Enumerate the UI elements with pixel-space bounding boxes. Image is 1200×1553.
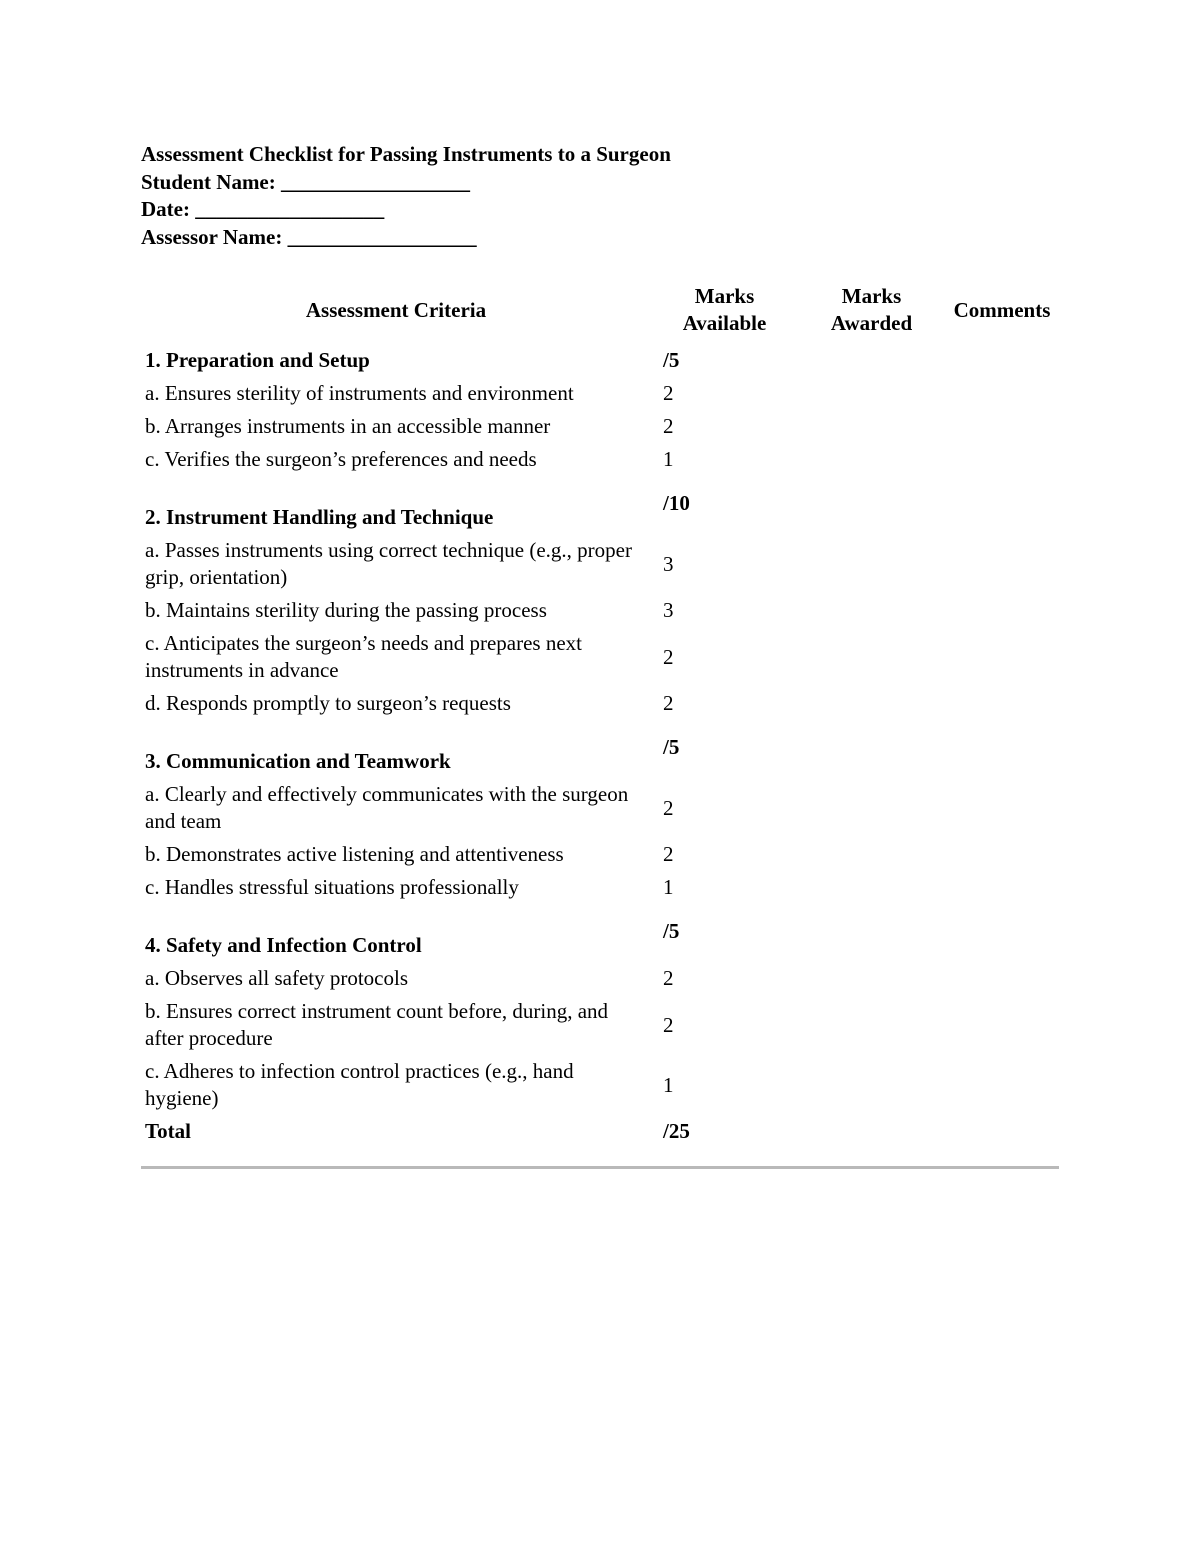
criterion-marks: 2 bbox=[663, 795, 674, 820]
table-row bbox=[141, 778, 1059, 838]
marks-awarded-cell bbox=[798, 594, 945, 627]
criterion-text: c. Anticipates the surgeon’s needs and prepares next instruments in advance bbox=[145, 631, 582, 682]
student-name-field: Student Name: __________________ bbox=[141, 169, 470, 194]
section-marks: /5 bbox=[663, 919, 680, 943]
total-row bbox=[141, 1115, 1059, 1148]
section-marks: /5 bbox=[663, 735, 680, 759]
table-header-row bbox=[141, 280, 1059, 344]
criterion-marks: 2 bbox=[663, 414, 674, 438]
criterion-text: b. Demonstrates active listening and attentiveness bbox=[145, 842, 564, 866]
table-row bbox=[141, 871, 1059, 904]
marks-awarded-cell bbox=[798, 627, 945, 687]
section-title: 3. Communication and Teamwork bbox=[145, 749, 451, 773]
total-label: Total bbox=[145, 1119, 191, 1143]
criterion-marks: 1 bbox=[663, 1072, 674, 1097]
table-row bbox=[141, 534, 1059, 594]
marks-available-line2: Available bbox=[682, 311, 767, 335]
section-row bbox=[141, 904, 1059, 962]
comments-cell bbox=[945, 995, 1059, 1055]
criterion-marks: 3 bbox=[663, 551, 674, 576]
marks-awarded-cell bbox=[798, 344, 945, 377]
marks-awarded-cell bbox=[798, 534, 945, 594]
marks-awarded-cell bbox=[798, 962, 945, 995]
marks-awarded-cell bbox=[798, 687, 945, 720]
marks-awarded-cell bbox=[798, 995, 945, 1055]
table-row bbox=[141, 995, 1059, 1055]
assessment-table bbox=[141, 280, 1059, 1148]
criterion-text: b. Ensures correct instrument count before, during, and after procedure bbox=[145, 999, 609, 1050]
criterion-text: c. Verifies the surgeon’s preferences and needs bbox=[145, 447, 537, 471]
marks-awarded-cell bbox=[798, 443, 945, 476]
criterion-marks: 2 bbox=[663, 381, 674, 405]
section-marks: /10 bbox=[663, 491, 690, 515]
marks-awarded-cell bbox=[798, 1115, 945, 1148]
comments-cell bbox=[945, 1115, 1059, 1148]
comments-cell bbox=[945, 476, 1059, 534]
criterion-marks: 2 bbox=[663, 1012, 674, 1037]
marks-available-line1: Marks bbox=[694, 284, 755, 308]
comments-cell bbox=[945, 1055, 1059, 1115]
comments-header: Comments bbox=[953, 297, 1051, 322]
criterion-text: d. Responds promptly to surgeon’s requests bbox=[145, 691, 511, 715]
criterion-marks: 2 bbox=[663, 691, 674, 715]
criterion-marks: 2 bbox=[663, 842, 674, 866]
criterion-text: a. Passes instruments using correct technique (e.g., proper grip, orientation) bbox=[145, 538, 632, 589]
document-header bbox=[141, 141, 671, 251]
marks-awarded-cell bbox=[798, 838, 945, 871]
criterion-marks: 1 bbox=[663, 447, 674, 471]
criterion-text: b. Maintains sterility during the passing process bbox=[145, 598, 547, 622]
comments-cell bbox=[945, 778, 1059, 838]
comments-cell bbox=[945, 962, 1059, 995]
table-row bbox=[141, 594, 1059, 627]
marks-awarded-cell bbox=[798, 377, 945, 410]
marks-awarded-cell bbox=[798, 871, 945, 904]
section-row bbox=[141, 344, 1059, 377]
comments-cell bbox=[945, 720, 1059, 778]
criterion-text: a. Ensures sterility of instruments and environment bbox=[145, 381, 574, 405]
criterion-text: c. Adheres to infection control practices (e.g., hand hygiene) bbox=[145, 1059, 574, 1110]
comments-cell bbox=[945, 687, 1059, 720]
document-title: Assessment Checklist for Passing Instruments to a Surgeon bbox=[141, 142, 671, 166]
section-title: 1. Preparation and Setup bbox=[145, 348, 370, 372]
comments-cell bbox=[945, 534, 1059, 594]
comments-cell bbox=[945, 443, 1059, 476]
marks-available-header bbox=[651, 280, 798, 344]
section-title: 2. Instrument Handling and Technique bbox=[145, 505, 494, 529]
section-marks: /5 bbox=[663, 348, 680, 372]
marks-awarded-header bbox=[798, 280, 945, 344]
table-row bbox=[141, 687, 1059, 720]
total-marks: /25 bbox=[663, 1119, 690, 1143]
marks-awarded-cell bbox=[798, 1055, 945, 1115]
table-row bbox=[141, 962, 1059, 995]
criterion-text: c. Handles stressful situations professionally bbox=[145, 875, 519, 899]
criterion-marks: 2 bbox=[663, 644, 674, 669]
table-row bbox=[141, 410, 1059, 443]
table-row bbox=[141, 627, 1059, 687]
criterion-marks: 2 bbox=[663, 966, 674, 990]
table-row bbox=[141, 838, 1059, 871]
assessor-name-field: Assessor Name: __________________ bbox=[141, 224, 477, 249]
table-row bbox=[141, 377, 1059, 410]
marks-awarded-line2: Awarded bbox=[830, 311, 913, 335]
criterion-marks: 1 bbox=[663, 875, 674, 899]
section-row bbox=[141, 720, 1059, 778]
criterion-text: b. Arranges instruments in an accessible manner bbox=[145, 414, 551, 438]
comments-cell bbox=[945, 410, 1059, 443]
date-field: Date: __________________ bbox=[141, 197, 385, 221]
comments-cell bbox=[945, 594, 1059, 627]
comments-cell bbox=[945, 871, 1059, 904]
comments-cell bbox=[945, 377, 1059, 410]
section-row bbox=[141, 476, 1059, 534]
comments-cell bbox=[945, 627, 1059, 687]
section-title: 4. Safety and Infection Control bbox=[145, 933, 422, 957]
marks-awarded-cell bbox=[798, 720, 945, 778]
marks-awarded-cell bbox=[798, 904, 945, 962]
comments-cell bbox=[945, 904, 1059, 962]
comments-cell bbox=[945, 344, 1059, 377]
criteria-header: Assessment Criteria bbox=[305, 297, 487, 322]
marks-awarded-cell bbox=[798, 410, 945, 443]
marks-awarded-line1: Marks bbox=[841, 284, 902, 308]
marks-awarded-cell bbox=[798, 476, 945, 534]
criterion-text: a. Observes all safety protocols bbox=[145, 966, 409, 990]
table-bottom-rule bbox=[141, 1166, 1059, 1169]
marks-awarded-cell bbox=[798, 778, 945, 838]
comments-cell bbox=[945, 838, 1059, 871]
table-row bbox=[141, 443, 1059, 476]
criterion-text: a. Clearly and effectively communicates with the surgeon and team bbox=[145, 782, 629, 833]
table-row bbox=[141, 1055, 1059, 1115]
criterion-marks: 3 bbox=[663, 598, 674, 622]
